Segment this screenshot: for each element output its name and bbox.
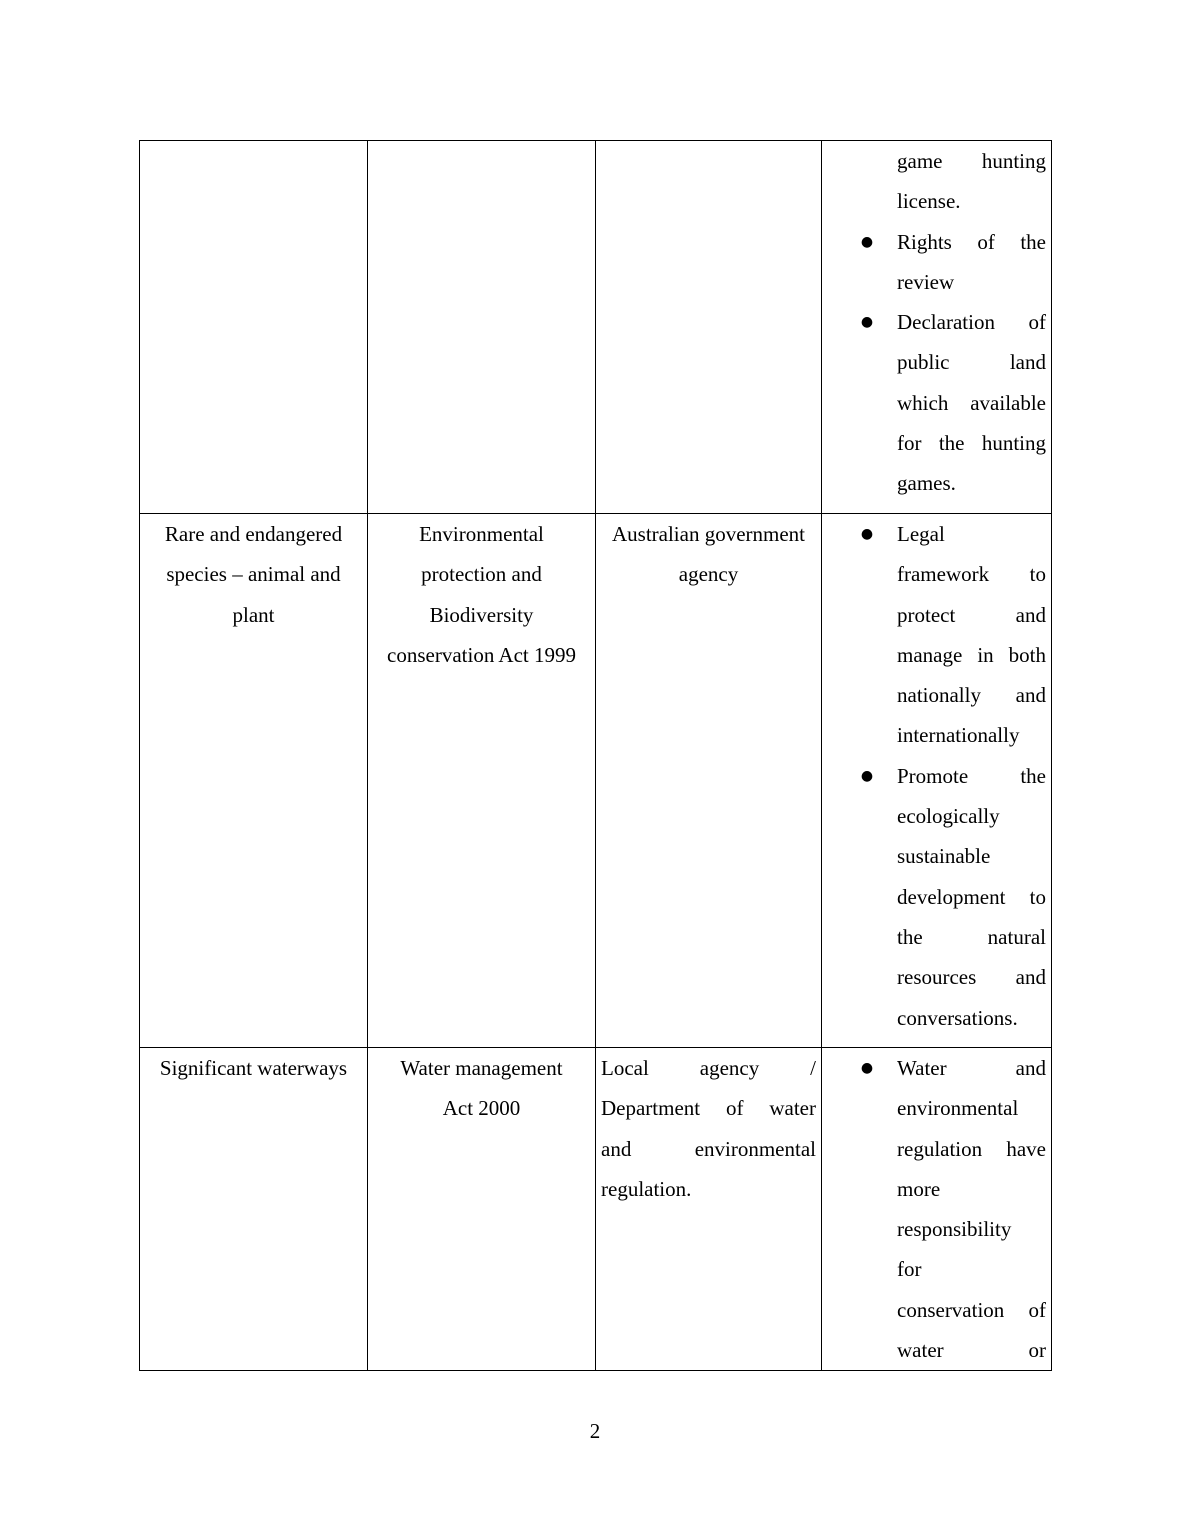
cell-line: Act 2000 [442, 1096, 521, 1121]
list-item-line: Declaration of [897, 310, 1046, 335]
table-cell-requirements [822, 1048, 1052, 1371]
cell-line: Local agency / [601, 1056, 816, 1080]
list-item-line: resources and [897, 965, 1046, 990]
table-row [140, 514, 1052, 1048]
table-cell-legislation [368, 141, 596, 514]
list-item-line: Water and [897, 1056, 1046, 1080]
cell-line: plant [232, 602, 275, 627]
list-item-line: nationally and [897, 683, 1046, 708]
requirements-list [822, 141, 1051, 504]
list-item-line: for the hunting [897, 431, 1046, 456]
requirements-list [822, 514, 1051, 1038]
table-cell-asset [140, 514, 368, 1048]
cell-line: Significant waterways [159, 1056, 348, 1080]
list-item-line: license. [897, 189, 961, 214]
page-number: 2 [589, 1419, 601, 1443]
list-item-line: regulation have [897, 1136, 1046, 1161]
list-item-line: Legal [897, 522, 945, 546]
list-item-line: sustainable [897, 844, 991, 869]
bullet-dot-icon: ● [860, 233, 874, 250]
requirements-list [822, 1048, 1051, 1370]
table-cell-asset [140, 1048, 368, 1371]
list-item-line: more [897, 1176, 941, 1201]
list-item-line: review [897, 269, 955, 294]
list-item-line: conservation of [897, 1297, 1046, 1322]
table-cell-requirements [822, 141, 1052, 514]
bullet-dot-icon: ● [860, 767, 874, 784]
cell-line: Australian government [611, 522, 806, 546]
list-item-line: internationally [897, 723, 1020, 748]
table-cell-legislation [368, 1048, 596, 1371]
cell-line: Water management [400, 1056, 563, 1080]
list-item-line: framework to [897, 562, 1046, 587]
list-item [860, 514, 1046, 756]
table-cell-agency [596, 141, 822, 514]
table-cell-asset [140, 141, 368, 514]
list-item-line: for [897, 1257, 922, 1282]
bullet-dot-icon: ● [860, 1060, 874, 1076]
table-cell-legislation [368, 514, 596, 1048]
cell-line: Environmental [419, 522, 544, 546]
list-item-line: the natural [897, 924, 1046, 949]
bullet-dot-icon: ● [860, 314, 874, 331]
table-cell-requirements [822, 514, 1052, 1048]
list-item [860, 756, 1046, 1038]
cell-line: and environmental [601, 1136, 816, 1161]
cell-line: conservation Act 1999 [387, 642, 576, 667]
list-item-line: ecologically [897, 804, 1000, 829]
cell-line: species – animal and [166, 562, 341, 587]
bullet-dot-icon: ● [860, 526, 874, 542]
cell-line: protection and [421, 562, 542, 587]
table-cell-agency [596, 1048, 822, 1371]
table-cell-agency [596, 514, 822, 1048]
list-item-line: games. [897, 471, 956, 496]
cell-line: regulation. [601, 1176, 692, 1201]
list-item-line: conversations. [897, 1005, 1018, 1030]
cell-line: Biodiversity [429, 602, 534, 627]
list-item [860, 302, 1046, 503]
legislation-table [139, 140, 1052, 1371]
cell-line: agency [678, 562, 739, 587]
list-item-line: water or [897, 1338, 1046, 1363]
list-item [897, 141, 1046, 222]
cell-line: Department of water [601, 1096, 816, 1121]
list-item-line: protect and [897, 602, 1046, 627]
list-item-line: which available [897, 390, 1046, 415]
list-item-line: game hunting [897, 149, 1046, 173]
list-item-line: Rights of the [897, 229, 1046, 254]
list-item-line: environmental [897, 1096, 1019, 1121]
table-row [140, 1048, 1052, 1371]
list-item-line: development to [897, 884, 1046, 909]
list-item-line: Promote the [897, 763, 1046, 788]
cell-line: Rare and endangered [164, 522, 343, 546]
list-item-line: manage in both [897, 642, 1046, 667]
table-row [140, 141, 1052, 514]
list-item-line: responsibility [897, 1217, 1012, 1242]
list-item [860, 1048, 1046, 1370]
list-item [860, 222, 1046, 303]
list-item-line: public land [897, 350, 1046, 375]
